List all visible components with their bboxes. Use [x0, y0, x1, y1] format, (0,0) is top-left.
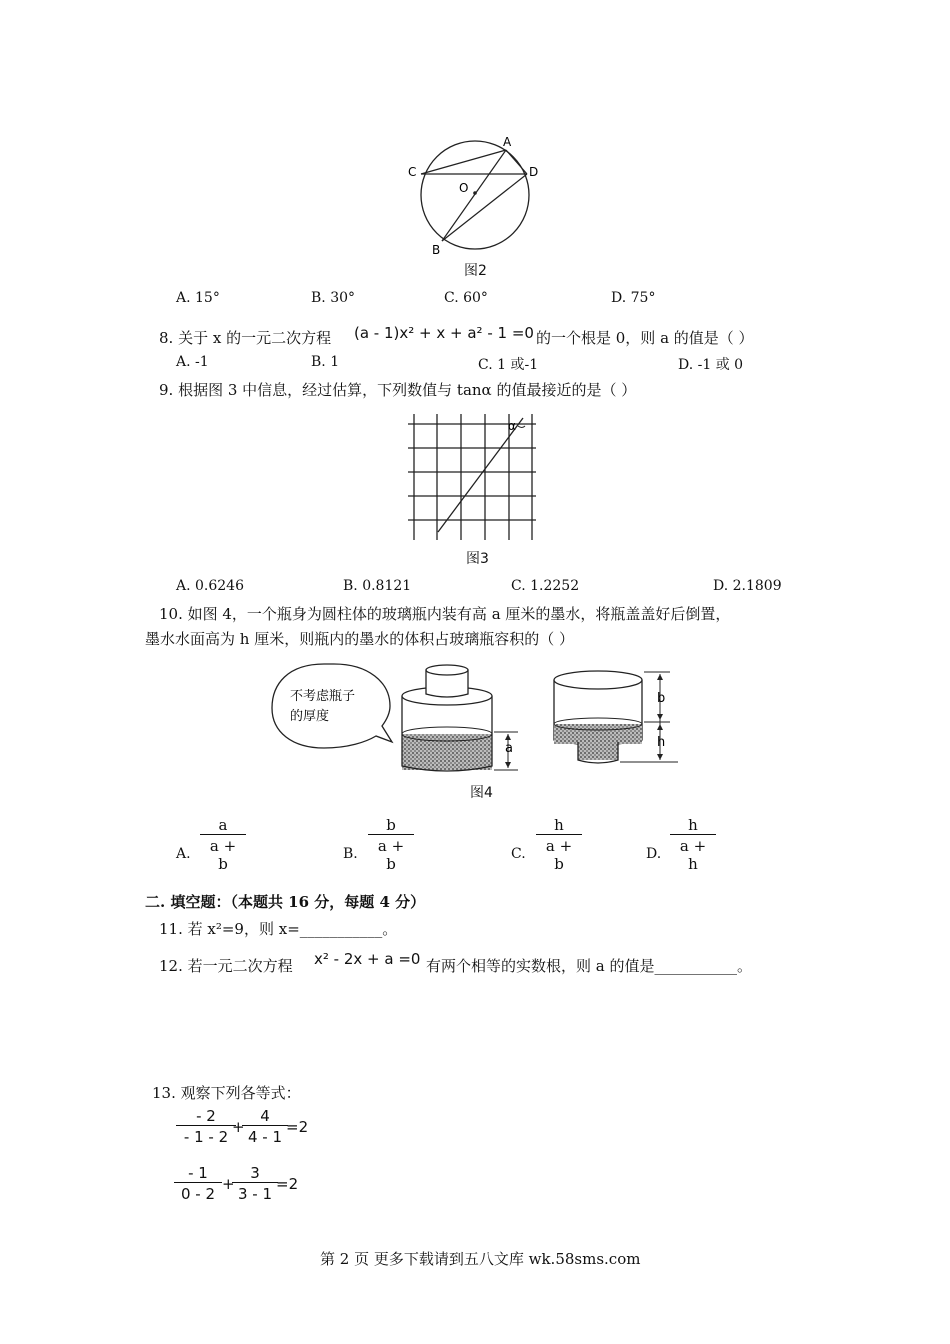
q13-eq2-fraction-2 — [232, 1164, 278, 1203]
chord-ad — [506, 150, 527, 174]
page-footer: 第 2 页 更多下载请到五八文库 wk.58sms.com — [320, 1250, 641, 1268]
figure-4-caption: 图4 — [470, 785, 493, 801]
inverted-bottle-neck-ink — [578, 742, 618, 760]
q10-question-line-2: 墨水水面高为 h 厘米，则瓶内的墨水的体积占玻璃瓶容积的（ ） — [145, 630, 574, 648]
q10-option-d-letter: D. — [646, 846, 662, 862]
q10-question-line-1: 10. 如图 4，一个瓶身为圆柱体的玻璃瓶内装有高 a 厘米的墨水，将瓶盖盖好后倒置， — [159, 605, 731, 623]
q10-option-a-fraction — [200, 816, 246, 873]
q9-option-a: A. 0.6246 — [176, 578, 244, 594]
q10-option-d-fraction — [670, 816, 716, 873]
q13-eq2-numerator-1: - 1 — [188, 1164, 208, 1182]
q7-option-c: C. 60° — [444, 290, 488, 306]
q13-eq2-numerator-2: 3 — [250, 1164, 260, 1182]
point-c-label: C — [408, 165, 417, 179]
section-2-heading: 二. 填空题：（本题共 16 分，每题 4 分） — [145, 893, 426, 911]
q10-option-a-denominator: a + b — [200, 834, 246, 873]
q13-eq1-numerator-2: 4 — [260, 1107, 270, 1125]
label-a: a — [505, 741, 513, 756]
q7-option-b: B. 30° — [311, 290, 356, 306]
q11-question: 11. 若 x²=9，则 x=___________。 — [159, 920, 398, 938]
q10-option-c-denominator: a + b — [536, 834, 582, 873]
inverted-bottle-ink — [554, 724, 642, 744]
point-a-label: A — [503, 135, 512, 149]
q7-option-d: D. 75° — [611, 290, 656, 306]
q12-question-prefix: 12. 若一元二次方程 — [159, 957, 293, 975]
q10-option-b-numerator: b — [386, 816, 396, 834]
bubble-text-line-2: 的厚度 — [290, 709, 330, 724]
q8-option-d: D. -1 或 0 — [678, 357, 744, 373]
q10-option-d-numerator: h — [688, 816, 698, 834]
speech-bubble — [272, 664, 392, 748]
q8-equation: (a - 1)x² + x + a² - 1 =0 — [354, 324, 534, 342]
figure-3-caption: 图3 — [466, 551, 489, 567]
diagonal-line — [438, 418, 523, 532]
figure-4-bottle-diagram — [268, 656, 688, 776]
figure-2-circle-diagram — [400, 130, 550, 265]
label-h: h — [657, 735, 666, 750]
q10-option-a-numerator: a — [218, 816, 228, 834]
q13-eq1-result: =2 — [286, 1118, 309, 1136]
center-dot — [473, 191, 477, 195]
alpha-label: α — [508, 419, 516, 433]
alpha-angle-arc — [518, 426, 525, 428]
q8-option-b: B. 1 — [311, 354, 340, 370]
q13-eq2-fraction-1 — [174, 1164, 222, 1203]
q12-equation: x² - 2x + a =0 — [314, 950, 421, 968]
upright-bottle-cap-top — [426, 665, 468, 675]
q8-question-suffix: 的一个根是 0，则 a 的值是（ ） — [536, 329, 754, 347]
q9-option-c: C. 1.2252 — [511, 578, 580, 594]
chord-ca — [421, 150, 506, 174]
q10-option-c-letter: C. — [511, 846, 526, 862]
q10-option-c-numerator: h — [554, 816, 564, 834]
q8-question-prefix: 8. 关于 x 的一元二次方程 — [159, 329, 332, 347]
q13-eq2-denominator-1: 0 - 2 — [174, 1182, 222, 1203]
q12-question-suffix: 有两个相等的实数根，则 a 的值是___________。 — [426, 957, 752, 975]
q7-option-a: A. 15° — [176, 290, 220, 306]
q13-eq1-fraction-1 — [176, 1107, 236, 1146]
q13-eq1-denominator-2: 4 - 1 — [242, 1125, 288, 1146]
q10-option-c-fraction — [536, 816, 582, 873]
q13-eq2-plus: + — [222, 1175, 235, 1193]
q13-eq2-result: =2 — [276, 1175, 299, 1193]
q9-option-b: B. 0.8121 — [343, 578, 412, 594]
figure-2-caption: 图2 — [464, 263, 487, 279]
point-b-label: B — [432, 243, 441, 257]
point-o-label: O — [459, 181, 469, 195]
label-b: b — [657, 691, 666, 706]
q13-eq1-plus: + — [232, 1118, 245, 1136]
figure-3-grid-diagram — [408, 412, 538, 542]
q10-option-b-denominator: a + b — [368, 834, 414, 873]
q10-option-b-fraction — [368, 816, 414, 873]
q9-option-d: D. 2.1809 — [713, 578, 782, 594]
q10-option-b-letter: B. — [343, 846, 358, 862]
diameter-ab — [442, 150, 506, 241]
inverted-bottle-top — [554, 671, 642, 689]
q10-option-d-denominator: a + h — [670, 834, 716, 873]
q8-option-c: C. 1 或-1 — [478, 357, 539, 373]
q9-question: 9. 根据图 3 中信息，经过估算，下列数值与 tanα 的值最接近的是（ ） — [159, 381, 637, 399]
point-d-label: D — [529, 165, 539, 179]
bubble-text-line-1: 不考虑瓶子 — [290, 689, 356, 704]
q13-eq1-denominator-1: - 1 - 2 — [176, 1125, 236, 1146]
q13-eq1-numerator-1: - 2 — [196, 1107, 216, 1125]
q13-eq1-fraction-2 — [242, 1107, 288, 1146]
q8-option-a: A. -1 — [176, 354, 209, 370]
q13-question: 13. 观察下列各等式： — [152, 1084, 301, 1102]
chord-bd — [442, 174, 527, 241]
q13-eq2-denominator-2: 3 - 1 — [232, 1182, 278, 1203]
q10-option-a-letter: A. — [176, 846, 191, 862]
